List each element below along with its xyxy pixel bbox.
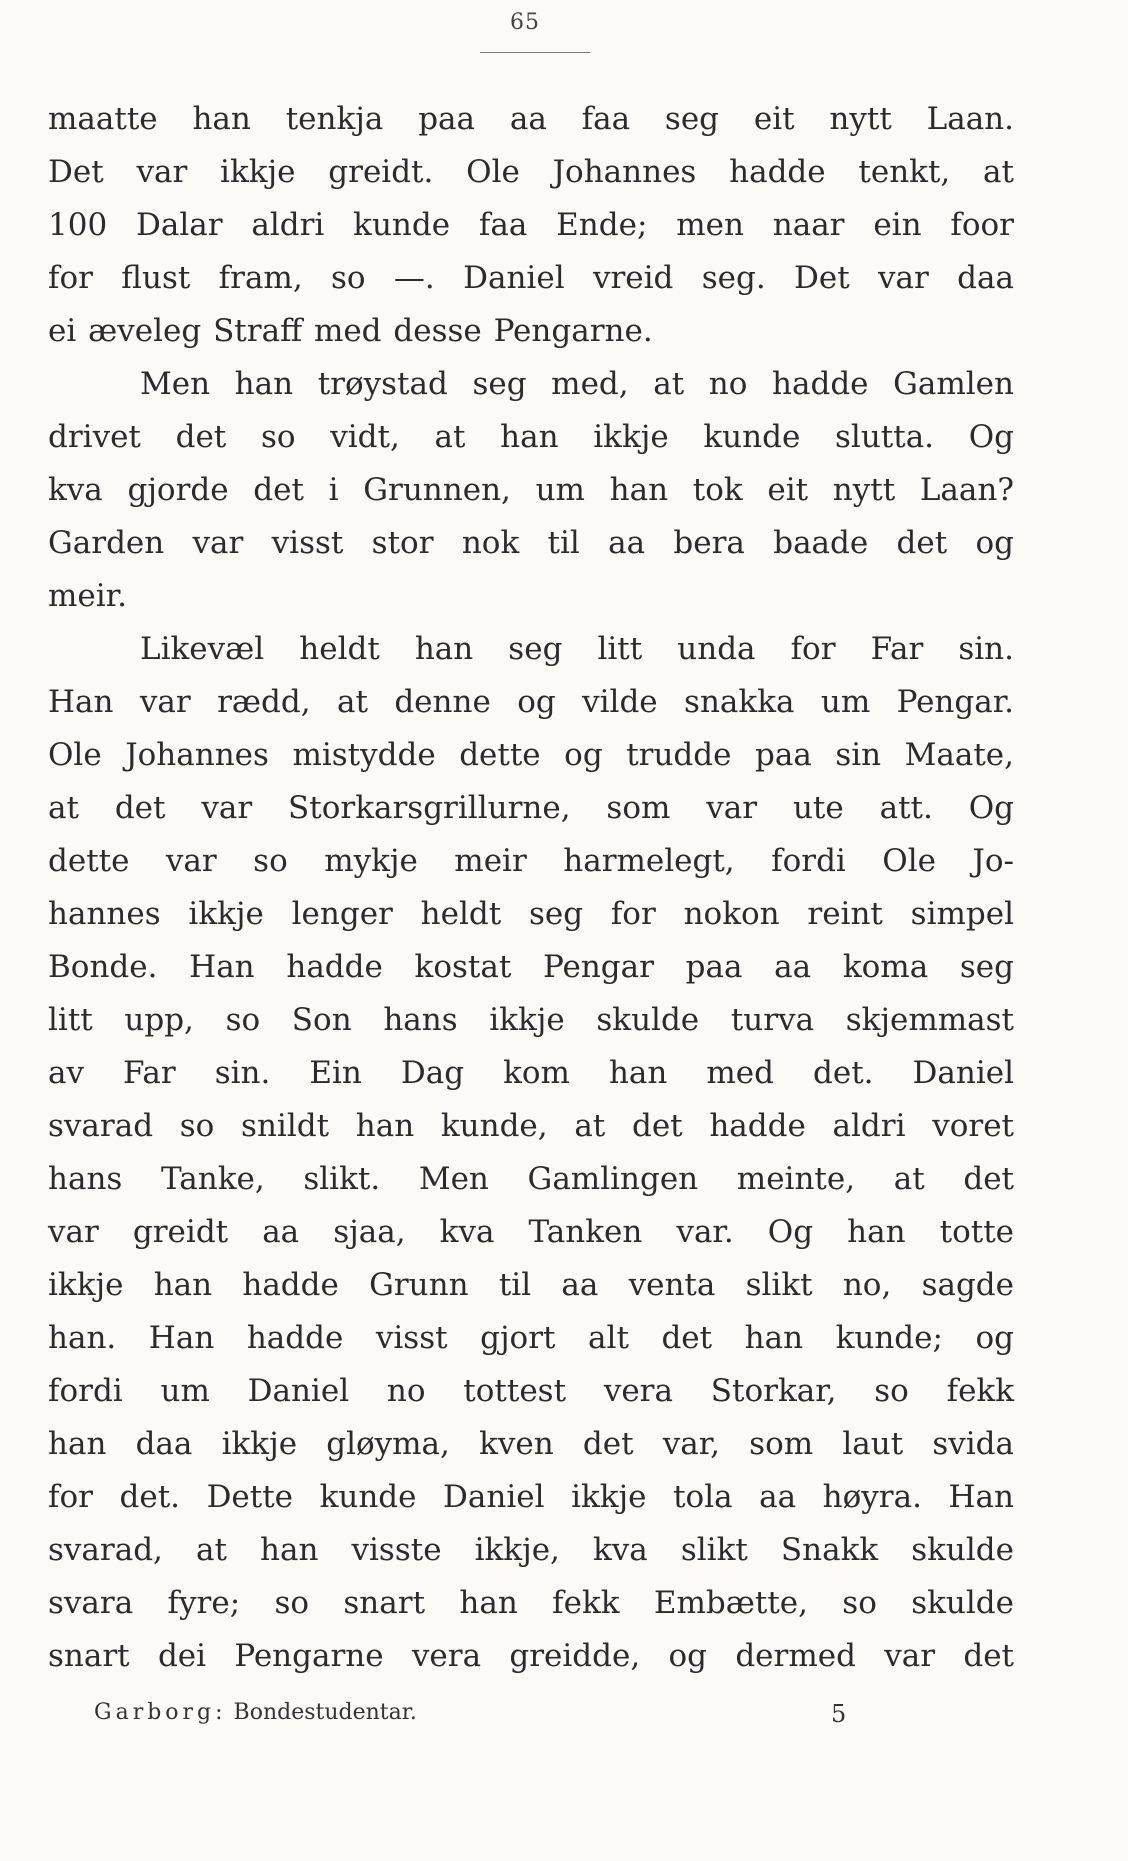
text-line: at det var Storkarsgrillurne, som var ute att. Og [48,790,1014,826]
text-line: svarad so snildt han kunde, at det hadde aldri voret [48,1108,1014,1144]
text-line: av Far sin. Ein Dag kom han med det. Daniel [48,1055,1014,1091]
body-text [48,93,1014,1683]
text-line: var greidt aa sjaa, kva Tanken var. Og han totte [48,1214,1014,1250]
text-line: Det var ikkje greidt. Ole Johannes hadde tenkt, at [48,154,1014,190]
text-line: fordi um Daniel no tottest vera Storkar, so fekk [48,1373,1014,1409]
text-line: Men han trøystad seg med, at no hadde Gamlen [140,366,1014,402]
footer-author: Garborg: [94,1700,227,1725]
text-line: Bonde. Han hadde kostat Pengar paa aa koma seg [48,949,1014,985]
text-line: drivet det so vidt, at han ikkje kunde slutta. Og [48,419,1014,455]
footer-citation [94,1700,417,1725]
text-line: ei æveleg Straff med desse Pengarne. [48,313,653,349]
text-line: for flust fram, so —. Daniel vreid seg. Det var daa [48,260,1014,296]
text-line: svara fyre; so snart han fekk Embætte, so skulde [48,1585,1014,1621]
page-number: 65 [510,10,540,35]
text-line: hannes ikkje lenger heldt seg for nokon reint simpel [48,896,1014,932]
text-line: Likevæl heldt han seg litt unda for Far sin. [140,631,1014,667]
text-line: snart dei Pengarne vera greidde, og dermed var det [48,1638,1014,1674]
text-line: 100 Dalar aldri kunde faa Ende; men naar ein foor [48,207,1014,243]
text-line: maatte han tenkja paa aa faa seg eit nytt Laan. [48,101,1014,137]
text-line: Ole Johannes mistydde dette og trudde paa sin Maate, [48,737,1014,773]
text-line: for det. Dette kunde Daniel ikkje tola aa høyra. Han [48,1479,1014,1515]
signature-mark: 5 [831,1700,847,1728]
text-line: ikkje han hadde Grunn til aa venta slikt no, sagde [48,1267,1014,1303]
header-rule [480,52,590,53]
text-line: svarad, at han visste ikkje, kva slikt Snakk skulde [48,1532,1014,1568]
text-line: dette var so mykje meir harmelegt, fordi Ole Jo- [48,843,1014,879]
text-line: han. Han hadde visst gjort alt det han kunde; og [48,1320,1014,1356]
footer-title: Bondestudentar. [233,1700,417,1725]
text-line: meir. [48,578,127,614]
text-line: Garden var visst stor nok til aa bera baade det og [48,525,1014,561]
text-line: litt upp, so Son hans ikkje skulde turva skjemmast [48,1002,1014,1038]
text-line: kva gjorde det i Grunnen, um han tok eit nytt Laan? [48,472,1014,508]
text-line: han daa ikkje gløyma, kven det var, som laut svida [48,1426,1014,1462]
text-line: Han var rædd, at denne og vilde snakka um Pengar. [48,684,1014,720]
text-line: hans Tanke, slikt. Men Gamlingen meinte, at det [48,1161,1014,1197]
